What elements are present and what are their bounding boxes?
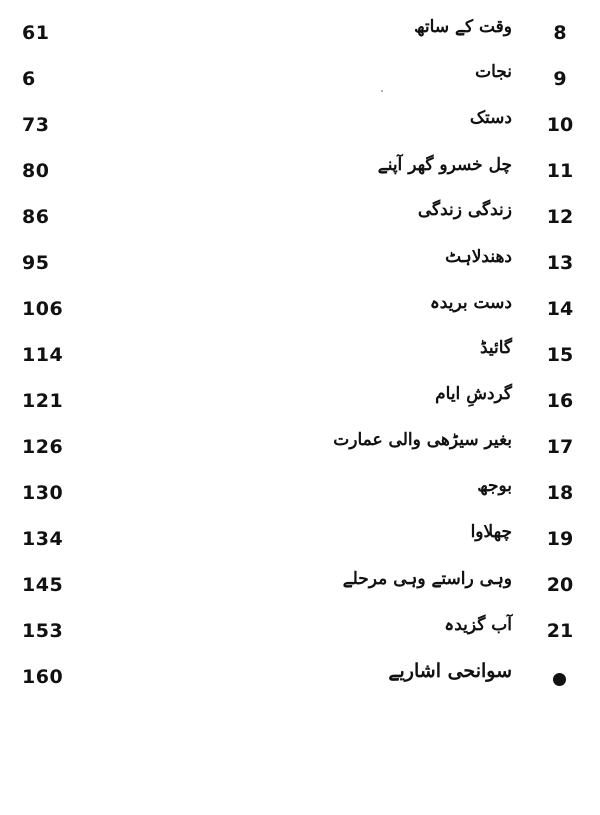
toc-row [0,518,600,564]
page-number: 114 [22,344,64,366]
chapter-title: گائیڈ [479,338,512,358]
page-number: 126 [22,436,64,458]
chapter-title: زندگی زندگی [417,200,512,220]
chapter-number: 12 [546,206,574,228]
page-number: 130 [22,482,64,504]
chapter-title: بغیر سیڑھی والی عمارت [333,430,512,450]
page-number: 134 [22,528,64,550]
chapter-title: چھلاوا [470,522,512,542]
chapter-title: گردشِ ایام [435,384,512,404]
chapter-title: چل خسرو گھر آپنے [377,155,512,175]
toc-row [0,12,600,58]
page-number: 153 [22,620,64,642]
toc-row [0,380,600,426]
chapter-number: 18 [546,482,574,504]
page-number: 160 [22,666,64,688]
toc-row [0,564,600,610]
chapter-title: دستک [469,108,512,128]
chapter-number: 9 [553,68,567,90]
chapter-number: 14 [546,298,574,320]
chapter-number: 10 [546,114,574,136]
page-number: 121 [22,390,64,412]
page-number: 145 [22,574,64,596]
bullet-icon [553,673,566,686]
table-of-contents [0,12,600,702]
chapter-number: 15 [546,344,574,366]
toc-row [0,242,600,288]
page-number: 73 [22,114,50,136]
toc-row [0,426,600,472]
appendix-title: سوانحی اشاریے [388,660,512,682]
toc-row [0,334,600,380]
chapter-title: وہی راستے وہی مرحلے [342,569,512,589]
toc-row [0,150,600,196]
page-number: 86 [22,206,50,228]
toc-row [0,58,600,104]
chapter-title: آب گزیدہ [444,615,512,635]
toc-row [0,472,600,518]
chapter-number: 13 [546,252,574,274]
toc-row [0,196,600,242]
page-number: 6 [22,68,36,90]
chapter-number: 20 [546,574,574,596]
chapter-title: وقت کے ساتھ [414,17,512,37]
toc-row [0,104,600,150]
chapter-number: 19 [546,528,574,550]
print-speck [381,90,383,92]
chapter-number: 16 [546,390,574,412]
chapter-title: بوجھ [477,476,512,496]
toc-row-final [0,656,600,702]
page-number: 80 [22,160,50,182]
page-number: 61 [22,22,50,44]
chapter-number: 8 [553,22,567,44]
chapter-title: دست بریدہ [429,293,512,313]
chapter-number: 17 [546,436,574,458]
page-number: 95 [22,252,50,274]
toc-row [0,610,600,656]
chapter-title: دھندلاہٹ [445,247,512,267]
chapter-number: 11 [546,160,574,182]
chapter-number: 21 [546,620,574,642]
chapter-title: نجات [475,62,512,82]
page-number: 106 [22,298,64,320]
toc-row [0,288,600,334]
